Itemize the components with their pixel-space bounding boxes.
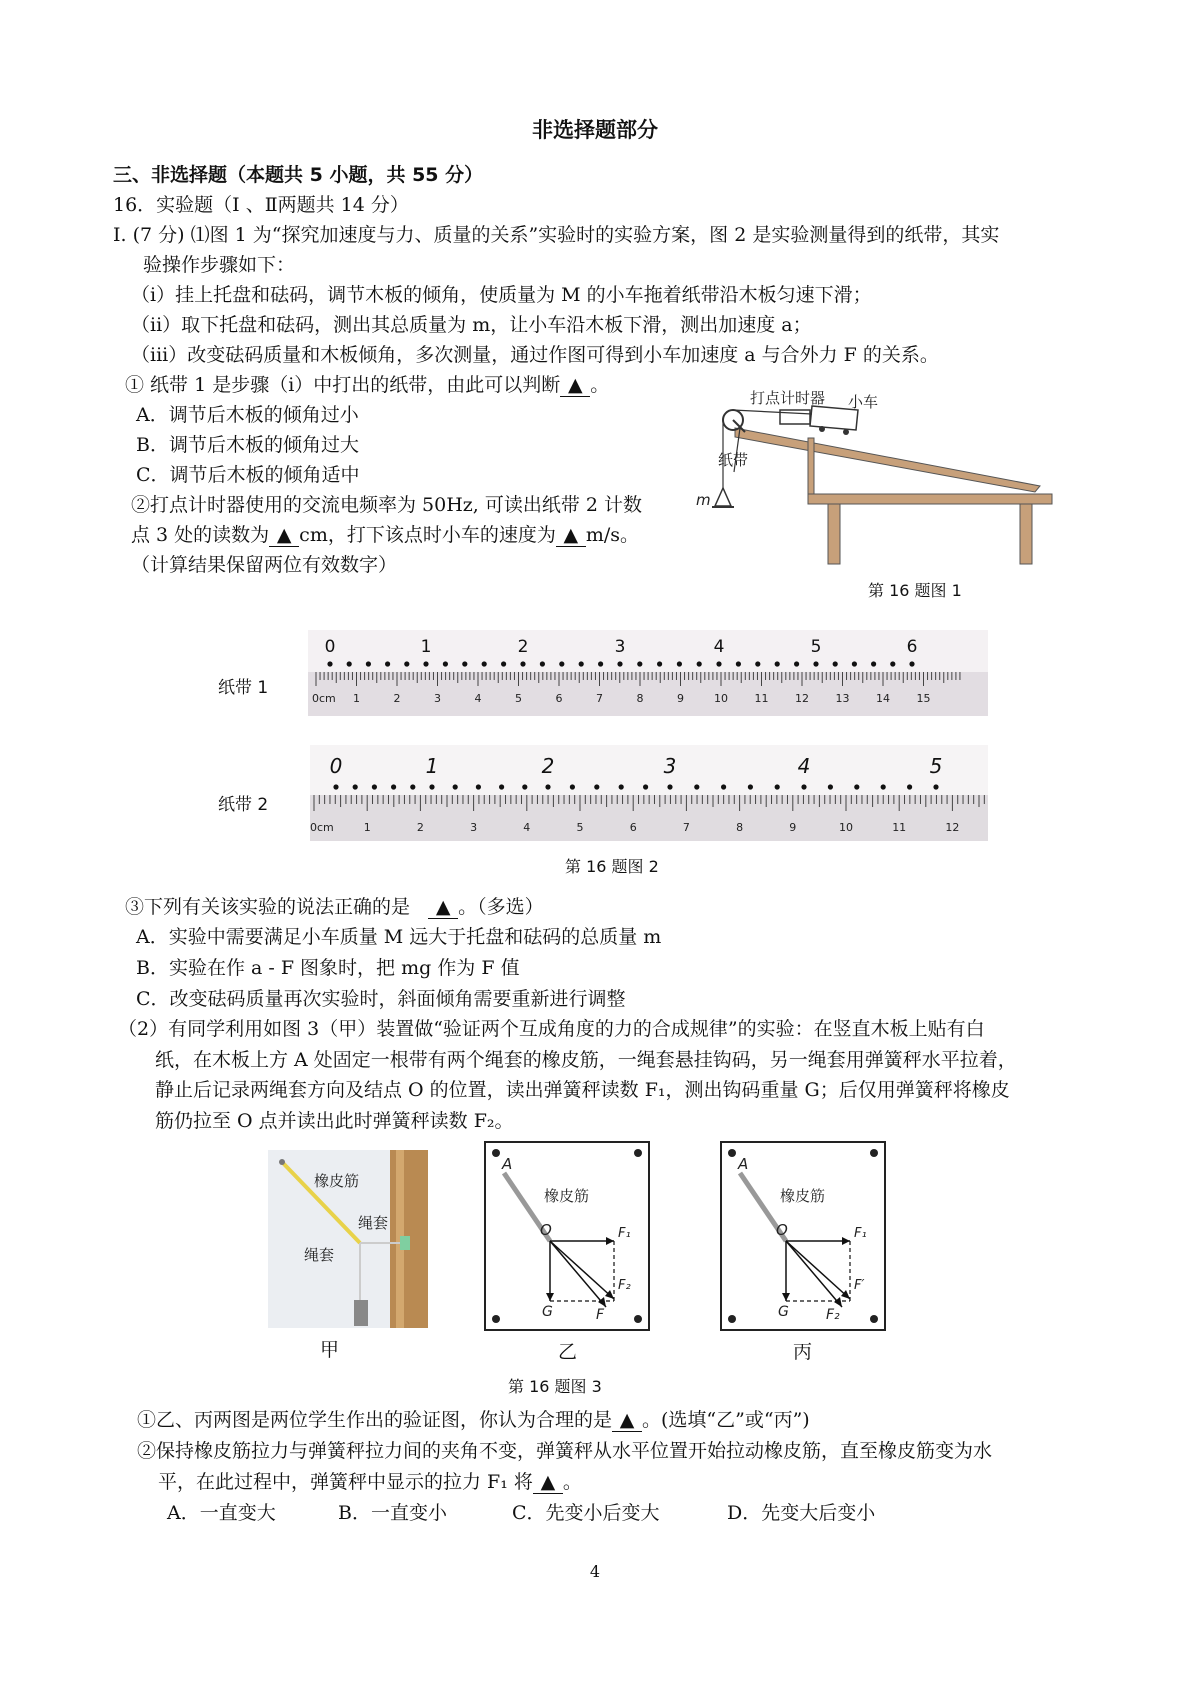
tape-dot xyxy=(617,661,622,666)
ruler-label: 9 xyxy=(677,692,684,705)
tape-dot xyxy=(721,784,726,789)
subq-3-option-b: B．实验在作 a - F 图象时，把 mg 作为 F 值 xyxy=(136,957,520,979)
tape-2-label: 纸带 2 xyxy=(218,795,269,815)
subq-2-text-c: m/s。 xyxy=(585,524,640,546)
subq-1-option-b: B．调节后木板的倾角过大 xyxy=(136,434,359,456)
inclined-board xyxy=(735,428,1040,492)
section-heading: 三、非选择题（本题共 5 小题，共 55 分） xyxy=(113,164,484,186)
tape-dot xyxy=(499,784,504,789)
subq-4-text: ①乙、丙两图是两位学生作出的验证图，你认为合理的是 xyxy=(137,1409,613,1431)
figure-3-yi-diagram xyxy=(484,1141,650,1331)
subq-5-end: 。 xyxy=(562,1471,582,1493)
hook-weight xyxy=(354,1300,368,1326)
tape-dot xyxy=(540,661,545,666)
tape-dot xyxy=(828,784,833,789)
subq-3 xyxy=(125,892,544,919)
tape-dot xyxy=(677,661,682,666)
count-label: 4 xyxy=(713,637,725,657)
ruler-label: 8 xyxy=(636,692,644,705)
point-a-label: A xyxy=(502,1155,513,1173)
answer-blank[interactable]: ▲ xyxy=(269,525,299,547)
tape-dot xyxy=(755,661,760,666)
ruler-label: 7 xyxy=(596,692,603,705)
f2-label: F₂ xyxy=(618,1278,631,1293)
subq-5-line2 xyxy=(158,1467,582,1494)
rubber-label: 橡皮筋 xyxy=(544,1187,590,1205)
tape-dot xyxy=(327,661,332,666)
subq-5-option-a: A．一直变大 xyxy=(167,1502,276,1524)
g-label: G xyxy=(778,1304,789,1320)
subq-5-option-b: B．一直变小 xyxy=(338,1502,447,1524)
mass-label: m xyxy=(696,491,711,509)
rubber-label: 橡皮筋 xyxy=(780,1187,826,1205)
tape-dot xyxy=(794,661,799,666)
ruler-label: 1 xyxy=(353,692,360,705)
tape-dot xyxy=(333,784,338,789)
count-label: 0 xyxy=(329,754,343,778)
ruler-label: 9 xyxy=(789,821,797,834)
tape-label: 纸带 xyxy=(718,451,749,469)
subq-2-line2 xyxy=(131,520,639,547)
fprime-label: F′ xyxy=(854,1278,865,1293)
subq-3-option-a: A．实验中需要满足小车质量 M 远大于托盘和砝码的总质量 m xyxy=(136,926,662,948)
tape-dot xyxy=(716,661,721,666)
tape-dot xyxy=(462,661,467,666)
tape-dot xyxy=(667,784,672,789)
ruler-label: 2 xyxy=(416,821,424,834)
tape-dot xyxy=(775,784,780,789)
answer-blank[interactable]: ▲ xyxy=(533,1472,563,1494)
tape-dot xyxy=(736,661,741,666)
tape-dot xyxy=(501,661,506,666)
timer-label: 打点计时器 xyxy=(750,389,826,407)
tape-dot xyxy=(598,661,603,666)
ruler-label: 15 xyxy=(916,692,931,705)
tape-dot xyxy=(404,661,409,666)
tape-dot xyxy=(579,661,584,666)
jia-rope-label-1: 绳套 xyxy=(358,1214,389,1232)
figure-2-caption: 第 16 题图 2 xyxy=(565,857,659,876)
tape-dot xyxy=(522,784,527,789)
tape-dot xyxy=(570,784,575,789)
ruler-label: 3 xyxy=(434,692,441,705)
tape-dot xyxy=(890,661,895,666)
tape-dot xyxy=(801,784,806,789)
tape-dot xyxy=(775,661,780,666)
ruler-label: 6 xyxy=(555,692,563,705)
ruler-label: 0cm xyxy=(312,692,336,705)
weight-tray xyxy=(715,488,731,506)
ruler-label: 11 xyxy=(892,821,907,834)
count-label: 2 xyxy=(541,754,555,778)
ruler-label: 4 xyxy=(474,692,482,705)
board-support xyxy=(808,438,814,494)
tape-dot xyxy=(854,784,859,789)
g-label: G xyxy=(542,1304,553,1320)
answer-blank[interactable]: ▲ xyxy=(560,375,590,397)
tape-dot xyxy=(909,661,914,666)
tape-dot xyxy=(372,784,377,789)
question-16-heading: 16．实验题（Ⅰ 、Ⅱ两题共 14 分） xyxy=(113,194,409,216)
table-top xyxy=(808,494,1052,504)
cart-label: 小车 xyxy=(848,393,879,411)
ruler-label: 4 xyxy=(523,821,531,834)
tape-1-label: 纸带 1 xyxy=(218,678,269,698)
figure-3-caption: 第 16 题图 3 xyxy=(508,1377,602,1396)
part2-line1: （2）有同学利用如图 3（甲）装置做“验证两个互成角度的力的合成规律”的实验：在竖直木板上贴有白 xyxy=(118,1018,985,1040)
subq-4 xyxy=(137,1405,810,1432)
count-label: 0 xyxy=(324,637,336,657)
label-jia: 甲 xyxy=(320,1339,340,1361)
tape-dot xyxy=(907,784,912,789)
answer-blank[interactable]: ▲ xyxy=(556,525,586,547)
subq-1-end: 。 xyxy=(590,374,610,396)
count-label: 3 xyxy=(663,754,677,778)
step-3: （iii）改变砝码质量和木板倾角，多次测量，通过作图可得到小车加速度 a 与合外力 F 的关系。 xyxy=(131,344,939,366)
point-o-label: O xyxy=(540,1221,552,1239)
subq-3-text: ③下列有关该实验的说法正确的是 xyxy=(125,896,411,918)
f2-label: F₂ xyxy=(826,1307,840,1323)
ruler-label: 14 xyxy=(876,692,890,705)
ruler-label: 1 xyxy=(363,821,371,834)
tape-dot xyxy=(852,661,857,666)
ruler-label: 5 xyxy=(576,821,584,834)
label-bing: 丙 xyxy=(793,1341,813,1363)
ruler-label: 11 xyxy=(754,692,769,705)
figure-1-apparatus xyxy=(690,380,1060,570)
tape-dot xyxy=(881,784,886,789)
subq-2-text-a: 点 3 处的读数为 xyxy=(131,524,270,546)
subq-5-option-c: C．先变小后变大 xyxy=(512,1502,660,1524)
tape-dot xyxy=(410,784,415,789)
subq-5-option-d: D．先变大后变小 xyxy=(727,1502,876,1524)
part2-line3: 静止后记录两绳套方向及结点 O 的位置，读出弹簧秤读数 F₁，测出钩码重量 G；后仅用弹簧秤将橡皮 xyxy=(155,1079,1010,1101)
tape-dot xyxy=(697,661,702,666)
part2-line2: 纸，在木板上方 A 处固定一根带有两个绳套的橡皮筋，一绳套悬挂钩码，另一绳套用弹簧秤水平拉着， xyxy=(155,1049,1017,1071)
count-label: 3 xyxy=(614,637,626,657)
tape-dot xyxy=(347,661,352,666)
tape-dot xyxy=(429,784,434,789)
tape-2-ruler xyxy=(310,745,988,841)
answer-blank[interactable]: ▲ xyxy=(612,1410,642,1432)
step-2: （ii）取下托盘和砝码，测出其总质量为 m，让小车沿木板下滑，测出加速度 a； xyxy=(131,314,812,336)
point-a-label: A xyxy=(738,1155,749,1173)
tape-dot xyxy=(637,661,642,666)
tape-dot xyxy=(694,784,699,789)
figure-3-bing-diagram xyxy=(720,1141,886,1331)
label-yi: 乙 xyxy=(558,1341,578,1363)
f1-label: F₁ xyxy=(854,1226,867,1241)
ruler-label: 8 xyxy=(736,821,744,834)
count-label: 4 xyxy=(797,754,811,778)
ruler-label: 0cm xyxy=(310,821,334,834)
figure-3-jia-photo xyxy=(268,1150,428,1328)
tape-dot xyxy=(871,661,876,666)
ruler-label: 6 xyxy=(629,821,637,834)
subq-4-end: 。(选填“乙”或“丙”) xyxy=(642,1409,810,1431)
tape-dot xyxy=(482,661,487,666)
ruler-label: 5 xyxy=(515,692,522,705)
answer-blank[interactable]: ▲ xyxy=(428,897,458,919)
subq-5-line1: ②保持橡皮筋拉力与弹簧秤拉力间的夹角不变，弹簧秤从水平位置开始拉动橡皮筋，直至橡皮筋变为水 xyxy=(137,1440,993,1462)
count-label: 5 xyxy=(810,637,822,657)
tape-1-ruler xyxy=(308,630,988,716)
page-number: 4 xyxy=(589,1562,601,1581)
count-label: 2 xyxy=(517,637,529,657)
ruler-label: 10 xyxy=(839,821,853,834)
jia-rubber-label: 橡皮筋 xyxy=(314,1172,360,1190)
subq-1-option-a: A．调节后木板的倾角过小 xyxy=(136,404,359,426)
point-o-label: O xyxy=(776,1221,788,1239)
ruler-label: 10 xyxy=(714,692,728,705)
tape-dot xyxy=(353,784,358,789)
ruler-label: 13 xyxy=(835,692,850,705)
subq-2-text-b: cm，打下该点时小车的速度为 xyxy=(299,524,556,546)
tape-dot xyxy=(619,784,624,789)
tape-dot xyxy=(545,784,550,789)
count-label: 1 xyxy=(425,754,439,778)
subq-2-line1: ②打点计时器使用的交流电频率为 50Hz, 可读出纸带 2 计数 xyxy=(131,494,643,516)
tape-dot xyxy=(933,784,938,789)
tape-dot xyxy=(813,661,818,666)
tape-dot xyxy=(559,661,564,666)
tape-dot xyxy=(657,661,662,666)
subq-2-note: （计算结果保留两位有效数字） xyxy=(131,554,398,576)
tape-dot xyxy=(520,661,525,666)
ruler-label: 2 xyxy=(393,692,401,705)
figure-1-caption: 第 16 题图 1 xyxy=(868,581,962,600)
count-label: 5 xyxy=(929,754,943,778)
part1-intro-line1: I. (7 分) ⑴图 1 为“探究加速度与力、质量的关系”实验时的实验方案，图 2 是实验测量得到的纸带，其实 xyxy=(113,224,1000,246)
subq-1-option-c: C．调节后木板的倾角适中 xyxy=(136,464,360,486)
ruler-label: 12 xyxy=(795,692,809,705)
subq-1-text: ① 纸带 1 是步骤（i）中打出的纸带，由此可以判断 xyxy=(125,374,561,396)
subq-3-end: 。（多选） xyxy=(458,896,544,918)
tape-dot xyxy=(366,661,371,666)
table-leg xyxy=(828,504,840,564)
tape-dot xyxy=(443,661,448,666)
subq-5-text: 平，在此过程中，弹簧秤中显示的拉力 F₁ 将 xyxy=(158,1471,533,1493)
ruler-label: 12 xyxy=(945,821,960,834)
part1-intro-line2: 验操作步骤如下： xyxy=(143,254,296,276)
tape-dot xyxy=(748,784,753,789)
subq-3-option-c: C．改变砝码质量再次实验时，斜面倾角需要重新进行调整 xyxy=(136,988,626,1010)
tape-dot xyxy=(391,784,396,789)
tape-dot xyxy=(643,784,648,789)
step-1: （i）挂上托盘和砝码，调节木板的倾角，使质量为 M 的小车拖着纸带沿木板匀速下滑； xyxy=(131,284,872,306)
part2-line4: 筋仍拉至 O 点并读出此时弹簧秤读数 F₂。 xyxy=(155,1110,514,1132)
f-label: F xyxy=(596,1307,605,1323)
f1-label: F₁ xyxy=(618,1226,631,1241)
tape-dot xyxy=(833,661,838,666)
tape-dot xyxy=(453,784,458,789)
page-title: 非选择题部分 xyxy=(532,118,658,142)
table-leg xyxy=(1020,504,1032,564)
jia-rope-label-2: 绳套 xyxy=(304,1246,335,1264)
tape-dot xyxy=(423,661,428,666)
count-label: 6 xyxy=(906,637,918,657)
ruler-label: 3 xyxy=(470,821,478,834)
count-label: 1 xyxy=(420,637,432,657)
subq-1 xyxy=(125,370,609,397)
tape-dot xyxy=(594,784,599,789)
tape-dot xyxy=(385,661,390,666)
tape-dot xyxy=(476,784,481,789)
ruler-label: 7 xyxy=(682,821,690,834)
